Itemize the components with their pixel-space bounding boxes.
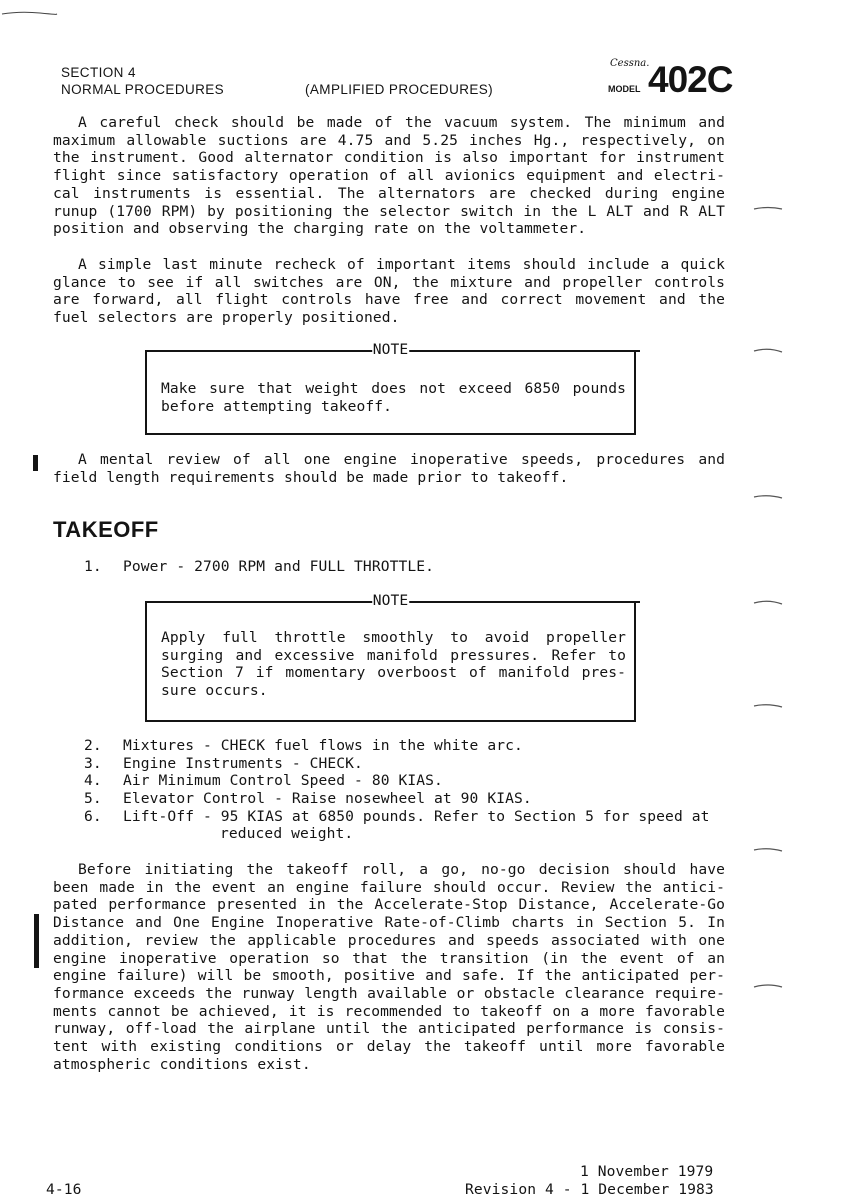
model-number: 402C bbox=[648, 59, 733, 100]
scan-mark-icon bbox=[0, 8, 60, 18]
margin-mark-icon bbox=[752, 205, 786, 211]
footer-date: 1 November 1979 bbox=[580, 1163, 714, 1180]
step-text: Air Minimum Control Speed - 80 KIAS. bbox=[123, 772, 443, 790]
section-subtitle: (AMPLIFIED PROCEDURES) bbox=[305, 82, 494, 97]
step-text: Elevator Control - Raise nosewheel at 90 KIAS. bbox=[123, 790, 532, 808]
step-text: Lift-Off - 95 KIAS at 6850 pounds. Refer to Section 5 for speed at bbox=[123, 807, 710, 825]
paragraph-mental-review: A mental review of all one engine inoperative speeds, procedures and field length requirements should be made prior to takeoff. bbox=[53, 451, 725, 486]
step-text-continuation: reduced weight. bbox=[220, 825, 354, 843]
margin-mark-icon bbox=[752, 846, 786, 852]
note-text: Apply full throttle smoothly to avoid propeller surging and excessive manifold pressures. Refer to Section 7 if momentary overboost of manifold pres- sure occurs. bbox=[161, 629, 626, 700]
step-text: Engine Instruments - CHECK. bbox=[123, 754, 363, 772]
step-number: 5. bbox=[84, 790, 102, 808]
brand-logo: Cessna. bbox=[610, 58, 650, 69]
note-box-throttle bbox=[145, 592, 636, 722]
model-badge bbox=[608, 58, 733, 100]
step-text: Power - 2700 RPM and FULL THROTTLE. bbox=[123, 558, 435, 575]
note-text: Make sure that weight does not exceed 6850 pounds before attempting takeoff. bbox=[161, 380, 626, 415]
page-number: 4-16 bbox=[46, 1181, 82, 1198]
step-number: 4. bbox=[84, 772, 102, 790]
note-box-weight bbox=[145, 341, 636, 435]
step-number: 6. bbox=[84, 807, 102, 825]
revision-change-bar bbox=[34, 914, 39, 968]
note-title: NOTE bbox=[372, 592, 409, 609]
step-number: 3. bbox=[84, 754, 102, 772]
margin-mark-icon bbox=[752, 347, 786, 353]
section-header bbox=[61, 64, 224, 98]
paragraph-vacuum-alternator: A careful check should be made of the vacuum system. The minimum and maximum allowable suctions are 4.75 and 5.25 inches Hg., respectively, on the instrument. Good alternator condition is also important for instrument flight since satisfactory operation of all avionics equipment and electri- cal instruments is essential. The alternators are checked during engine runup (1700 RPM) by positioning the selector switch in the L ALT and R ALT position and observing the charging rate on the voltammeter. bbox=[53, 114, 725, 238]
revision-change-bar bbox=[33, 455, 38, 471]
margin-mark-icon bbox=[752, 702, 786, 708]
paragraph-go-no-go: Before initiating the takeoff roll, a go, no-go decision should have been made in the event an engine failure should occur. Review the antici- pated performance presented in the Accelerate-Stop Distance, Accelerate-Go Distance and One Engine Inoperative Rate-of-Climb charts in Section 5. In addition, review the applicable procedures and speeds associated with one engine inoperative operation so that the transition (in the event of an engine failure) will be smooth, positive and safe. If the anticipated per- formance exceeds the runway length available or obstacle clearance require- ments cannot be achieved, it is recommended to takeoff on a more favorable runway, off-load the airplane until the anticipated performance is consis- tent with existing conditions or delay the takeoff until more favorable atmospheric conditions exist. bbox=[53, 861, 725, 1073]
footer-revision: Revision 4 - 1 December 1983 bbox=[465, 1181, 714, 1198]
margin-mark-icon bbox=[752, 599, 786, 605]
step-text: Mixtures - CHECK fuel flows in the white arc. bbox=[123, 737, 523, 754]
step-number: 1. bbox=[84, 558, 102, 575]
margin-mark-icon bbox=[752, 983, 786, 989]
takeoff-heading: TAKEOFF bbox=[53, 517, 159, 542]
section-title: NORMAL PROCEDURES bbox=[61, 82, 225, 97]
model-label: MODEL bbox=[608, 84, 641, 94]
paragraph-last-minute-recheck: A simple last minute recheck of important items should include a quick glance to see if all switches are ON, the mixture and propeller controls are forward, all flight controls have free and correct movement and the fuel selectors are properly positioned. bbox=[53, 256, 725, 327]
section-number: SECTION 4 bbox=[61, 65, 136, 80]
step-number: 2. bbox=[84, 737, 102, 754]
note-title: NOTE bbox=[372, 341, 409, 358]
margin-mark-icon bbox=[752, 493, 786, 499]
